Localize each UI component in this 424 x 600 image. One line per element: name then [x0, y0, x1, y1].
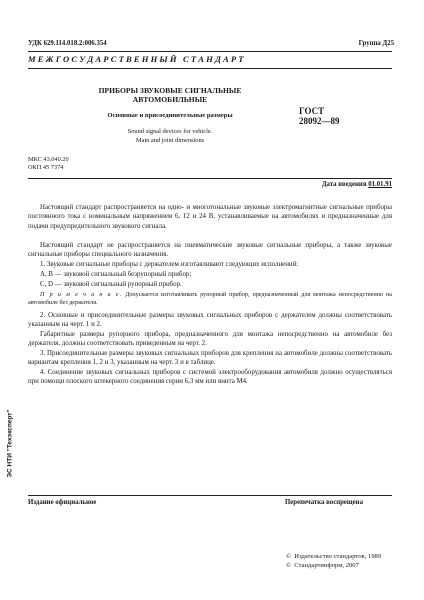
paragraph-dimensions: 2. Основные и присоединительные размеры звуковых сигнальных приборов с держателем должны соответствовать указанным на черт. 1 и 2. — [28, 312, 392, 329]
version-cd: С, D — звуковой сигнальный рупорный прибор. — [40, 281, 182, 288]
english-title-1: Sound signal devices for vehicle. — [127, 128, 213, 135]
paragraph-connection: 4. Соединение звуковых сигнальных приборов с системой электрооборудования автомобиля должно осуществляться при помощи плоского штекерного соединения серии 6,3 мм или винта М4. — [28, 369, 392, 386]
gost-number: 28092—89 — [299, 116, 340, 126]
version-ab: А, В — звуковой сигнальный безрупорный прибор; — [40, 271, 192, 278]
edition-label: Издание официальное — [28, 499, 97, 506]
paragraph-scope: Настоящий стандарт распространяется на одно- и многотональные звуковые электромагнитные сигнальные приборы постоянного тока с номинальным напряжением 6, 12 и 24 В, устанавливаемые на автомобилях и предназначенные для подачи предупредительного звукового сигнала. — [28, 204, 392, 230]
mks-code: МКС 43.040.20 — [28, 156, 69, 163]
footer-rule — [28, 495, 392, 496]
header-rule-bottom — [28, 68, 392, 69]
title-line-2: АВТОМОБИЛЬНЫЕ — [132, 95, 208, 104]
paragraph-exclusion: Настоящий стандарт не распространяется на пневматические звуковые сигнальные приборы, а также звуковые сигнальные приборы специального назначения. — [28, 242, 392, 259]
note — [28, 291, 392, 308]
group-code: Группа Д25 — [358, 40, 394, 47]
reprint-label: Перепечатка воспрещена — [285, 499, 363, 506]
udk-code: УДК 629.114.018.2:006.354 — [28, 40, 107, 47]
header-rule-top — [28, 51, 392, 52]
codes-rule — [28, 178, 392, 179]
copyright-1989: © Издательство стандартов, 1989 — [286, 553, 382, 560]
note-label: П р и м е ч а н и е. — [40, 292, 123, 298]
subtitle: Основные и присоединительные размеры — [107, 112, 233, 119]
gost-label: ГОСТ — [299, 106, 325, 116]
paragraph-horn-dimensions: Габаритные размеры рупорного прибора, предназначенного для монтажа непосредственно на автомобиле без держателя, должны соответствовать приведенным на черт. 2. — [28, 331, 392, 348]
intro-date-value: 01.01.91 — [368, 181, 392, 188]
side-stamp: ЭС НТИ "Техэксперт" — [6, 409, 14, 478]
okp-code: ОКП 45 7374 — [28, 164, 64, 171]
copyright-2007: © Стандартинформ, 2007 — [286, 562, 359, 569]
note-text: Допускается изготавливать рупорный прибор, предназначенный для монтажа непосредственно на автомобиле без держателя. — [28, 292, 393, 307]
intro-date-label: Дата введения — [321, 181, 367, 188]
intro-date — [322, 181, 392, 188]
title-line-1: ПРИБОРЫ ЗВУКОВЫЕ СИГНАЛЬНЫЕ — [98, 86, 242, 95]
standard-banner: М Е Ж Г О С У Д А Р С Т В Е Н Н Ы Й С Т А Н Д А Р Т — [28, 54, 244, 64]
english-title-2: Main and joint dimensions — [135, 137, 205, 144]
paragraph-versions: 1. Звуковые сигнальные приборы с держателем изготавливают следующих исполнений: — [40, 261, 299, 268]
paragraph-mounting: 3. Присоединительные размеры звуковых сигнальных приборов для крепления на автомобиле должны соответствовать вариантам крепления 1, 2 и 3, указанным на черт. 3 и в таблице. — [28, 350, 392, 367]
